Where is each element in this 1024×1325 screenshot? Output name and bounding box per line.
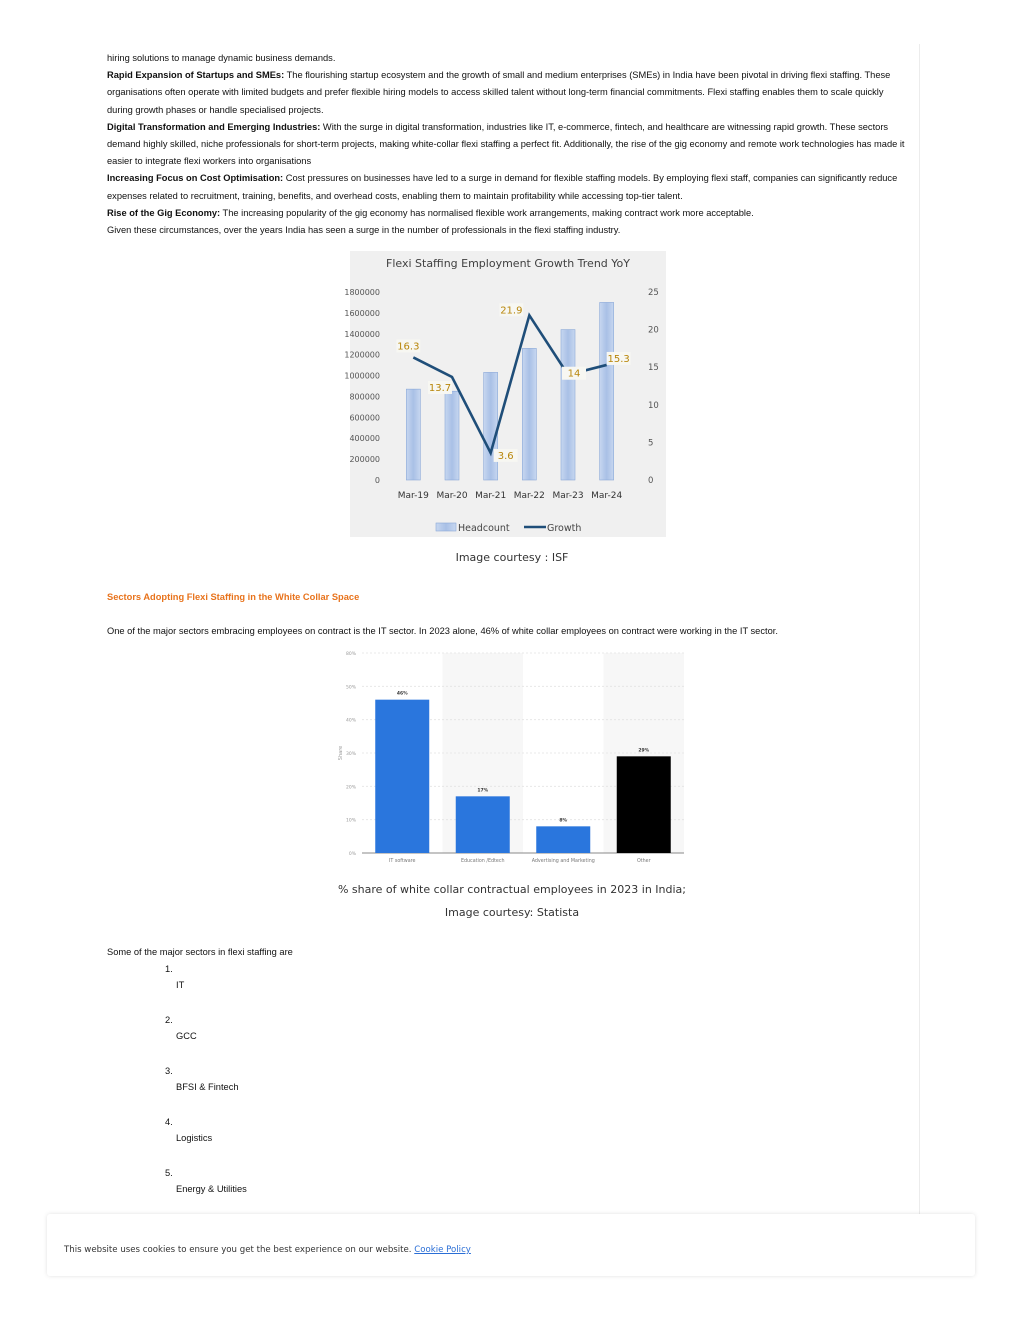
chart1-caption: Image courtesy : ISF [455, 551, 569, 564]
legend-headcount-label: Headcount [458, 523, 510, 534]
sector-number: 2. [165, 1015, 173, 1025]
sector-label: BFSI & Fintech [176, 1082, 239, 1092]
article-body [107, 50, 907, 239]
paragraph-text: The flourishing startup ecosystem and the growth of small and medium enterprises (SMEs) in India have been pivotal in driving flexi staffing. These organisations often operate with limited budgets and prefer flexible hiring models to access skilled talent without long-term financial commitments. Flexi staffing enables them to scale quickly during growth phases or handle specialised projects. [107, 70, 891, 115]
y-right-tick-label: 25 [648, 288, 659, 298]
y-left-tick-label: 1000000 [344, 371, 380, 381]
y-tick-label: 0% [348, 852, 356, 857]
y-right-tick-label: 10 [648, 400, 659, 411]
paragraph-title: Rise of the Gig Economy: [107, 207, 221, 218]
growth-data-label: 16.3 [397, 341, 420, 353]
paragraph-cost [107, 170, 907, 204]
legend-headcount-swatch [436, 523, 456, 531]
y-axis-label: Share [338, 745, 344, 761]
sidebar-divider [919, 44, 920, 1274]
y-left-tick-label: 400000 [349, 434, 380, 444]
x-tick-label: Other [636, 859, 651, 864]
x-tick-label: Mar-24 [591, 491, 623, 501]
y-left-tick-label: 800000 [349, 392, 380, 402]
x-tick-label: Mar-19 [397, 491, 429, 501]
headcount-bar [484, 372, 498, 480]
chart2-caption-line2: Image courtesy: Statista [444, 906, 580, 919]
y-left-tick-label: 1800000 [344, 288, 380, 297]
sector-number: 5. [165, 1168, 173, 1178]
sector-number: 3. [165, 1066, 173, 1076]
sector-label: IT [176, 980, 185, 990]
cookie-message [64, 1245, 471, 1255]
growth-data-label: 3.6 [497, 450, 514, 462]
x-tick-label: Mar-21 [475, 491, 507, 501]
headcount-bar [561, 330, 575, 480]
bar-data-label: 46% [396, 691, 408, 697]
y-left-tick-label: 1200000 [344, 350, 380, 360]
sector-label: GCC [176, 1031, 197, 1041]
sector-share-svg [334, 645, 694, 870]
sector-label: Energy & Utilities [176, 1184, 247, 1194]
x-tick-label: Mar-22 [513, 491, 545, 501]
y-right-tick-label: 5 [648, 438, 654, 449]
y-left-tick-label: 1600000 [344, 308, 380, 318]
bar-data-label: 8% [559, 818, 568, 824]
y-tick-label: 80% [345, 652, 356, 657]
section-paragraph: One of the major sectors embracing employees on contract is the IT sector. In 2023 alone, 46% of white collar employees on contract were working in the IT sector. [107, 626, 778, 636]
headcount-bar [445, 391, 459, 480]
y-tick-label: 40% [345, 718, 356, 724]
y-left-tick-label: 1400000 [344, 329, 380, 339]
share-bar [375, 700, 429, 853]
growth-data-label: 21.9 [500, 305, 523, 317]
bar-data-label: 17% [477, 788, 489, 794]
cookie-banner [47, 1214, 975, 1276]
y-right-tick-label: 20 [648, 325, 659, 336]
x-tick-label: Mar-23 [552, 491, 584, 501]
headcount-bar [522, 348, 536, 480]
cookie-policy-link[interactable]: Cookie Policy [414, 1245, 471, 1255]
growth-trend-svg [344, 251, 666, 537]
share-bar [456, 796, 510, 853]
headcount-bar [406, 389, 420, 480]
section-heading: Sectors Adopting Flexi Staffing in the White Collar Space [107, 592, 360, 602]
legend-growth-label: Growth [547, 523, 582, 534]
paragraph-digital [107, 119, 907, 171]
paragraph-title: Digital Transformation and Emerging Industries: [107, 121, 321, 132]
chart-title: Flexi Staffing Employment Growth Trend YoY [386, 257, 630, 270]
intro-conclusion: Given these circumstances, over the years India has seen a surge in the number of professionals in the flexi staffing industry. [107, 225, 621, 236]
headcount-bar [600, 302, 614, 480]
sector-number: 1. [165, 964, 173, 974]
paragraph-startups [107, 67, 907, 119]
growth-data-label: 15.3 [607, 353, 630, 365]
paragraph-text: Cost pressures on businesses have led to a surge in demand for flexible staffing models. By employing flexi staff, companies can significantly reduce expenses related to recruitment, training, benefits, and overhead costs, enabling them to maintain profitability while accessing top-tier talent. [107, 173, 898, 201]
paragraph-title: Rapid Expansion of Startups and SMEs: [107, 70, 285, 81]
paragraph-gig [107, 205, 907, 222]
x-tick-label: Education /Edtech [460, 859, 505, 864]
y-right-tick-label: 0 [648, 476, 654, 486]
growth-trend-chart [344, 251, 666, 537]
chart2-caption-line1: % share of white collar contractual employees in 2023 in India; [337, 883, 686, 896]
sectors-intro: Some of the major sectors in flexi staffing are [107, 947, 293, 957]
x-tick-label: IT software [389, 859, 416, 864]
y-left-tick-label: 200000 [349, 455, 380, 465]
y-tick-label: 50% [345, 685, 356, 691]
y-left-tick-label: 600000 [349, 413, 380, 423]
growth-data-label: 14 [567, 368, 581, 380]
x-tick-label: Advertising and Marketing [531, 859, 595, 864]
paragraph-text: With the surge in digital transformation, industries like IT, e-commerce, fintech, and healthcare are witnessing rapid growth. These sectors demand highly skilled, niche professionals for short-term projects, making white-collar flexi staffing a perfect fit. Additionally, the rise of the gig economy and remote work technologies has made it easier to integrate flexi workers into organisations [107, 121, 905, 167]
y-right-tick-label: 15 [648, 363, 659, 374]
paragraph-title: Increasing Focus on Cost Optimisation: [107, 173, 284, 184]
growth-data-label: 13.7 [428, 382, 452, 394]
y-tick-label: 20% [345, 785, 356, 791]
sector-label: Logistics [176, 1133, 213, 1143]
y-left-tick-label: 0 [374, 476, 380, 485]
paragraph-text: The increasing popularity of the gig economy has normalised flexible work arrangements, making contract work more acceptable. [220, 207, 754, 218]
share-bar [617, 756, 671, 853]
y-tick-label: 30% [345, 752, 356, 757]
sector-share-chart [334, 645, 694, 870]
cookie-text: This website uses cookies to ensure you get the best experience on our website. [64, 1245, 415, 1255]
intro-line: hiring solutions to manage dynamic business demands. [107, 53, 336, 63]
sector-number: 4. [165, 1117, 173, 1127]
x-tick-label: Mar-20 [436, 491, 468, 501]
y-tick-label: 10% [345, 818, 356, 824]
share-bar [536, 826, 590, 853]
bar-data-label: 29% [638, 748, 650, 754]
